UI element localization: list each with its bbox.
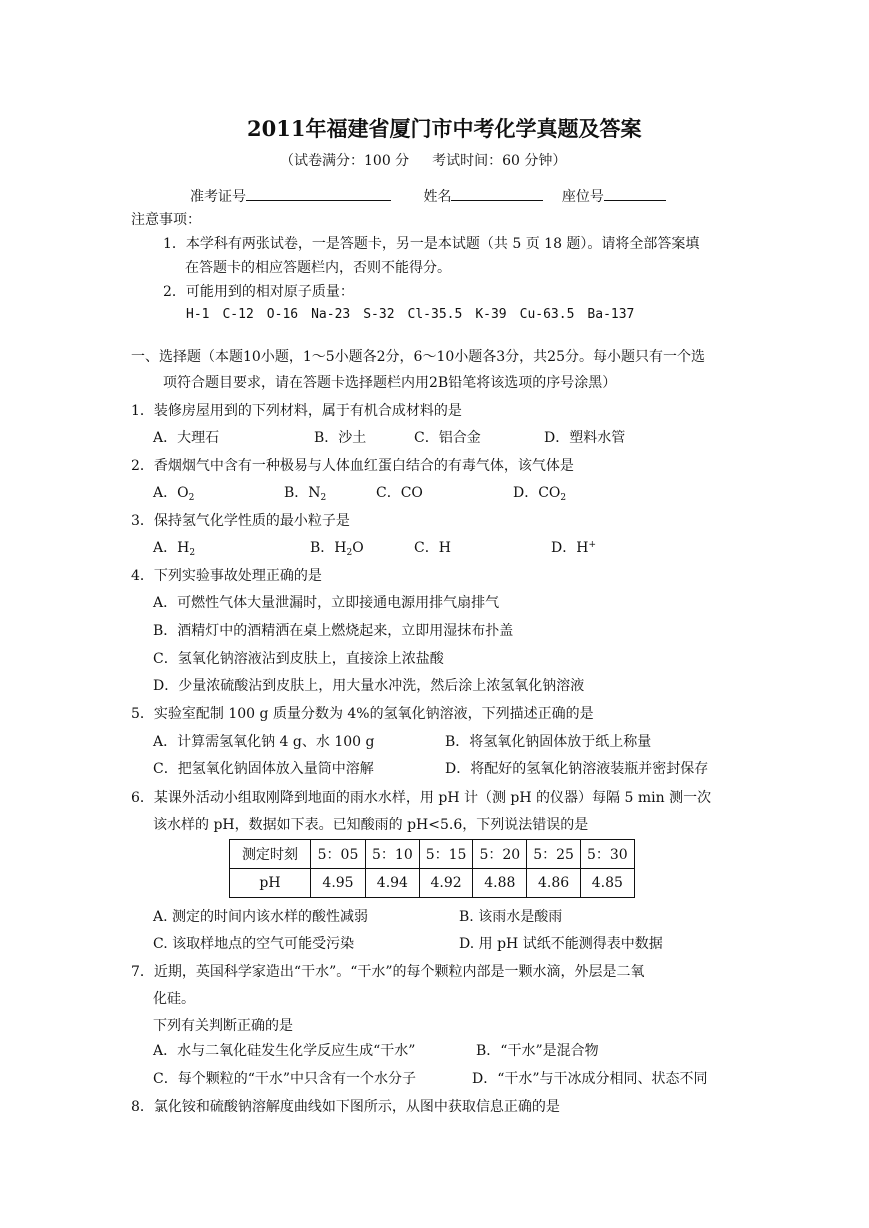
exam-info: （试卷满分：100 分 考试时间：60 分钟） (280, 153, 567, 169)
table-cell: 4.94 (366, 869, 420, 898)
table-cell: 5：25 (527, 840, 581, 869)
table-header-cell: pH (230, 869, 311, 898)
q4-option-d: D．少量浓硫酸沾到皮肤上，用大量水冲洗，然后涂上浓氢氧化钠溶液 (153, 678, 585, 694)
q3-option-b: B．$H_2O$ (310, 540, 364, 558)
table-cell: 4.85 (580, 869, 634, 898)
note-1-line-1: 1．本学科有两张试卷，一是答题卡，另一是本试题（共 5 页 18 题）。请将全部答案填 (163, 236, 700, 252)
question-3-stem: 3．保持氢气化学性质的最小粒子是 (131, 513, 350, 529)
note-1-line-2: 在答题卡的相应答题栏内，否则不能得分。 (185, 260, 451, 276)
q5-option-b: B．将氢氧化钠固体放于纸上称量 (445, 734, 652, 750)
table-row (230, 869, 635, 898)
table-cell: 5：15 (419, 840, 473, 869)
q7-option-d: D．“干水”与干冰成分相同、状态不同 (472, 1071, 708, 1087)
atomic-masses: H-1 C-12 O-16 Na-23 S-32 Cl-35.5 K-39 Cu-63.5 Ba-137 (186, 307, 635, 322)
question-7-stem-line-3: 下列有关判断正确的是 (153, 1018, 293, 1034)
ph-data-table (229, 839, 635, 898)
table-cell: 4.92 (419, 869, 473, 898)
q5-option-a: A．计算需氢氧化钠 4 g、水 100 g (153, 734, 375, 750)
q4-option-a: A．可燃性气体大量泄漏时，立即接通电源用排气扇排气 (153, 595, 500, 611)
q2-option-d: D．$CO_2$ (513, 485, 567, 503)
q7-option-c: C．每个颗粒的“干水”中只含有一个水分子 (153, 1071, 417, 1087)
note-2: 2．可能用到的相对原子质量： (163, 284, 354, 300)
q3-option-c: C．H (414, 540, 451, 556)
q2-option-a: A．$O_2$ (153, 485, 195, 503)
q1-option-c: C．铝合金 (414, 430, 481, 446)
header-fields (190, 186, 666, 206)
table-cell: 4.88 (473, 869, 527, 898)
q3-option-a: A．$H_2$ (153, 540, 196, 558)
seat-blank (604, 186, 666, 201)
q7-option-a: A．水与二氧化硅发生化学反应生成“干水” (153, 1043, 416, 1059)
q1-option-d: D．塑料水管 (544, 430, 626, 446)
q1-option-b: B．沙土 (314, 430, 367, 446)
table-cell: 4.86 (527, 869, 581, 898)
section-1-instructions-line-1: 一、选择题（本题10小题，1～5小题各2分，6～10小题各3分，共25分。每小题只有一个选 (131, 349, 705, 365)
table-cell: 5：05 (311, 840, 366, 869)
q7-option-b: B．“干水”是混合物 (476, 1043, 599, 1059)
name-blank (451, 186, 543, 201)
q6-option-d: D. 用 pH 试纸不能测得表中数据 (459, 936, 663, 952)
question-6-stem-line-2: 该水样的 pH，数据如下表。已知酸雨的 pH<5.6，下列说法错误的是 (153, 817, 589, 833)
exam-no-label: 准考证号 (190, 189, 246, 205)
page-title: 2011年福建省厦门市中考化学真题及答案 (247, 116, 642, 141)
q3-option-d: D．H+ (551, 540, 596, 556)
question-1-stem: 1．装修房屋用到的下列材料，属于有机合成材料的是 (131, 403, 462, 419)
seat-label: 座位号 (561, 189, 604, 205)
table-cell: 5：20 (473, 840, 527, 869)
q4-option-c: C．氢氧化钠溶液沾到皮肤上，直接涂上浓盐酸 (153, 651, 444, 667)
question-7-stem-line-1: 7．近期，英国科学家造出“干水”。“干水”的每个颗粒内部是一颗水滴，外层是二氧 (131, 964, 645, 980)
table-cell: 4.95 (311, 869, 366, 898)
q4-option-b: B．酒精灯中的酒精洒在桌上燃烧起来，立即用湿抹布扑盖 (153, 623, 514, 639)
q5-option-d: D．将配好的氢氧化钠溶液装瓶并密封保存 (445, 761, 709, 777)
question-6-stem-line-1: 6．某课外活动小组取刚降到地面的雨水水样，用 pH 计（测 pH 的仪器）每隔 5 min 测一次 (131, 790, 712, 806)
q6-option-c: C. 该取样地点的空气可能受污染 (153, 936, 355, 952)
table-row (230, 840, 635, 869)
name-label: 姓名 (423, 189, 452, 205)
q1-option-a: A．大理石 (153, 430, 220, 446)
table-cell: 5：10 (366, 840, 420, 869)
section-1-instructions-line-2: 项符合题目要求，请在答题卡选择题栏内用2B铅笔将该选项的序号涂黑） (163, 375, 617, 391)
q5-option-c: C．把氢氧化钠固体放入量筒中溶解 (153, 761, 374, 777)
table-cell: 5：30 (580, 840, 634, 869)
question-7-stem-line-2: 化硅。 (153, 991, 195, 1007)
notes-heading: 注意事项： (131, 212, 201, 228)
question-5-stem: 5．实验室配制 100 g 质量分数为 4%的氢氧化钠溶液，下列描述正确的是 (131, 706, 594, 722)
exam-no-blank (246, 186, 391, 201)
question-4-stem: 4．下列实验事故处理正确的是 (131, 568, 322, 584)
q6-option-b: B. 该雨水是酸雨 (459, 909, 563, 925)
q2-option-b: B．$N_2$ (284, 485, 327, 503)
table-header-cell: 测定时刻 (230, 840, 311, 869)
q2-option-c: C．CO (376, 485, 423, 501)
question-8-stem: 8．氯化铵和硫酸钠溶解度曲线如下图所示，从图中获取信息正确的是 (131, 1099, 560, 1115)
q6-option-a: A. 测定的时间内该水样的酸性减弱 (153, 909, 369, 925)
question-2-stem: 2．香烟烟气中含有一种极易与人体血红蛋白结合的有毒气体，该气体是 (131, 458, 574, 474)
